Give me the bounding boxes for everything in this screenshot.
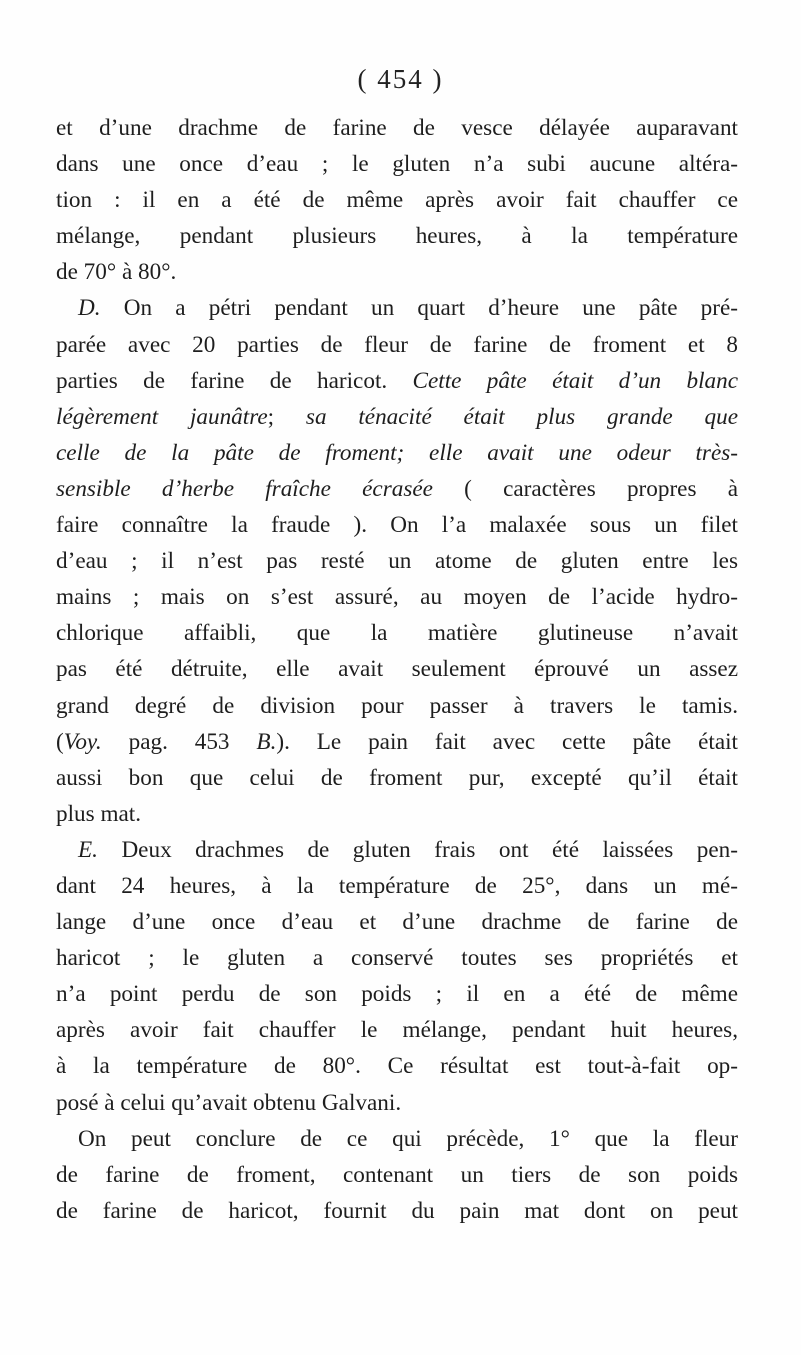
italic-text-segment: D.: [78, 295, 101, 322]
text-line: [56, 1157, 738, 1193]
text-line: [56, 976, 738, 1012]
text-line: [56, 218, 738, 254]
text-segment: mains ; mais on s’est assuré, au moyen de l’acide hydro-: [56, 584, 738, 611]
text-line: [56, 904, 738, 940]
text-segment: ( caractères propres à: [432, 475, 738, 502]
text-segment: lange d’une once d’eau et d’une drachme de farine de: [56, 909, 738, 936]
text-segment: tion : il en a été de même après avoir fait chauffer ce: [56, 187, 738, 214]
text-line: [56, 1012, 738, 1048]
text-line: [56, 724, 738, 760]
body-text: [56, 110, 738, 1229]
text-line: [56, 868, 738, 904]
italic-text-segment: légèrement jaunâtre: [56, 403, 268, 430]
text-segment: Deux drachmes de gluten frais ont été laissées pen-: [97, 836, 738, 863]
italic-text-segment: Voy.: [63, 728, 102, 755]
text-segment: dant 24 heures, à la température de 25°, dans un mé-: [56, 872, 738, 899]
text-line: [56, 363, 738, 399]
text-line: [56, 760, 738, 796]
text-line: [56, 471, 738, 507]
text-line: [56, 435, 738, 471]
text-line: [56, 399, 738, 435]
text-segment: et d’une drachme de farine de vesce délayée auparavant: [56, 115, 738, 141]
italic-text-segment: E.: [78, 836, 98, 863]
text-segment: parties de farine de haricot.: [56, 367, 413, 394]
text-line: [56, 543, 738, 579]
text-segment: après avoir fait chauffer le mélange, pendant huit heures,: [56, 1017, 738, 1044]
text-segment: chlorique affaibli, que la matière glutineuse n’avait: [56, 620, 738, 647]
text-segment: n’a point perdu de son poids ; il en a été de même: [56, 981, 738, 1008]
text-segment: pag. 453: [101, 728, 257, 755]
italic-text-segment: B.: [256, 728, 277, 755]
text-line: [56, 651, 738, 687]
text-segment: haricot ; le gluten a conservé toutes ses propriétés et: [56, 945, 738, 972]
text-line: [56, 832, 738, 868]
text-segment: pas été détruite, elle avait seulement éprouvé un assez: [56, 656, 738, 683]
text-line: [56, 940, 738, 976]
text-segment: dans une once d’eau ; le gluten n’a subi aucune altéra-: [56, 151, 738, 178]
text-segment: ). Le pain fait avec cette pâte était: [276, 728, 738, 755]
text-segment: plus mat.: [56, 800, 142, 827]
text-segment: grand degré de division pour passer à travers le tamis.: [56, 692, 738, 719]
text-line: [56, 615, 738, 651]
text-segment: de 70° à 80°.: [56, 259, 177, 286]
text-line: [56, 327, 738, 363]
text-line: [56, 507, 738, 543]
text-line: [56, 146, 738, 182]
text-segment: (: [56, 728, 64, 755]
text-segment: parée avec 20 parties de fleur de farine de froment et 8: [56, 331, 738, 358]
text-segment: à la température de 80°. Ce résultat est tout-à-fait op-: [56, 1053, 738, 1080]
text-segment: posé à celui qu’avait obtenu Galvani.: [56, 1089, 402, 1116]
text-segment: de farine de froment, contenant un tiers de son poids: [56, 1161, 738, 1188]
page-number: ( 454 ): [357, 64, 444, 94]
text-line: [56, 1121, 738, 1157]
text-line: [56, 1085, 738, 1121]
text-line: [56, 290, 738, 326]
italic-text-segment: celle de la pâte de froment; elle avait une odeur très-: [56, 439, 738, 466]
text-segment: ;: [267, 403, 306, 430]
text-segment: On a pétri pendant un quart d’heure une pâte pré-: [100, 295, 738, 322]
text-segment: mélange, pendant plusieurs heures, à la température: [56, 223, 738, 250]
text-line: [56, 1193, 738, 1229]
italic-text-segment: sensible d’herbe fraîche écrasée: [56, 475, 433, 502]
text-line: [56, 182, 738, 218]
text-line: [56, 1048, 738, 1084]
text-segment: de farine de haricot, fournit du pain mat dont on peut: [56, 1197, 738, 1224]
text-segment: aussi bon que celui de froment pur, excepté qu’il était: [56, 764, 738, 791]
italic-text-segment: Cette pâte était d’un blanc: [412, 367, 738, 394]
text-segment: faire connaître la fraude ). On l’a malaxée sous un filet: [56, 512, 738, 539]
text-line: [56, 688, 738, 724]
text-segment: d’eau ; il n’est pas resté un atome de gluten entre les: [56, 548, 738, 575]
text-line: [56, 796, 738, 832]
italic-text-segment: sa ténacité était plus grande que: [305, 403, 738, 430]
text-segment: On peut conclure de ce qui précède, 1° que la fleur: [78, 1125, 738, 1152]
text-line: [56, 110, 738, 146]
text-line: [56, 254, 738, 290]
text-line: [56, 579, 738, 615]
